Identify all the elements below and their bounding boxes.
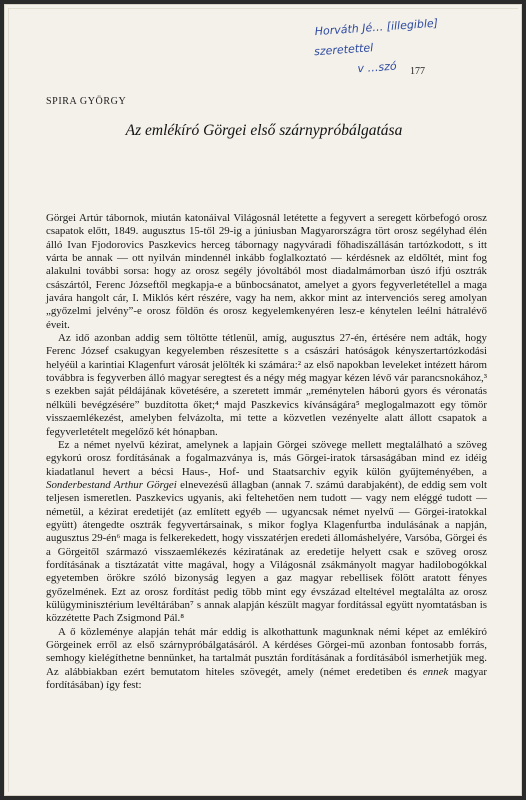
- body-paragraph: [46, 626, 487, 693]
- page-number: 177: [410, 66, 425, 77]
- body-paragraph: [46, 439, 487, 626]
- handwritten-dedication: [302, 9, 506, 83]
- text-run: A ő közleménye alapján tehát már eddig is alkothattunk magunknak némi képet az emlékíró Görgeinek erről az első szárnypróbálgatásáról. A kérdéses Görgei-mű azonban fontosabb forrás, semhogy kielégíthetne bennünket, ha tartalmát pusztán fordításának a fordításából ismerhetjük meg. Az alábbiakban ezért bemutatom hiteles szövegét, amely (német eredetiben és: [46, 625, 487, 678]
- text-run: elnevezésű állagban (annak 7. számú darabjaként), de eddig sem volt teljesen ismeretlen. Paszkevics ugyanis, aki feltehetően nem tudott — vagy nem eléggé tudott — németül, a kézirat eredetijét (az említett egyéb — ugyancsak német nyelvű — Görgei-iratokkal együtt) átengedte osztrák fegyvertársainak, s mikor foglya Klagenfurtba indulásának a napján, augusztus 29-én⁶ maga is felkerekedett, hogy visszatérjen eredeti állomáshelyére, Varsóba, Görgei és a Görgeitől származó visszaemlékezés kéziratának az eredetije helyett csak e szöveg orosz fordításának a tisztázatát vitte magával, hogy a Világosnál zsákmányolt magyar hadilobogókkal egyetemben örökre szóló bizonyság legyen a gaz magyar rebellisek fölött aratott fényes győzelmének. Ezt az orosz fordítást pedig több mint egy évszázad elteltével megtalálta az orosz külügyminisztérium levéltárában⁷ s annak alapján készült magyar fordítással együtt nyomtatásban is közzétette Pach Zsigmond Pál.⁸: [46, 478, 487, 625]
- italic-text-run: Sonderbestand Arthur Görgei: [46, 478, 177, 491]
- author-name: SPIRA GYÖRGY: [46, 96, 127, 107]
- italic-text-run: ennek: [422, 665, 449, 678]
- handwritten-line-1: Horváth Jé… [illegible]: [314, 16, 439, 39]
- document-page: [4, 4, 522, 796]
- text-run: Az idő azonban addig sem töltötte tétlenül, amíg, augusztus 27-én, értésére nem adták, hogy Ferenc József csakugyan kegyelemben részesítette s a császári hatóságok kényszertartózkodási helyéül a karintiai Klagenfurt városát jelölték ki számára:² az első napokban leveleket intézett három továbbra is fegyverben álló magyar seregtest és a négy még magyar kézen lévő vár parancsnokához,³ s ezekben saját példájának követésére, a szeretett immár „reménytelen háború gyors és véronatás nélküli bevégzésére” buzdította őket;⁴ majd Paszkevics kívánságára⁵ meglogalmazott egy tömör visszaemlékezést, amelyben felvázolta, mi tette a közvetlen vezényelte alatt állott csapatok a fegyverletételt megelőző két hónapban.: [46, 332, 487, 438]
- article-body: [46, 212, 487, 692]
- body-paragraph: [46, 212, 487, 332]
- text-run: Görgei Artúr tábornok, miután katonáival Világosnál letétette a fegyvert a seregett körbefogó orosz csapatok előtt, 1849. augusztus 15-től 29-ig a júniusban Magyarországra tört orosz segélyhad élén álló Ivan Fjodorovics Paszkevics herceg tábornagy nagyváradi főhadiszállásán tartózkodott, s itt várta be annak — ott nyilván mindennél inkább foglalkoztató — kérdésnek az eldőltét, mint fog alakulni további sorsa: hogy az orosz segély jóvoltából most diadalmámorban úszó ifjú osztrák császártól, Ferenc Józseftől megkapja-e a bűnbocsánatot, amelyet a gyors fegyverletétellel a maga javára hangolt cár, I. Miklós kért részére, vagy ha nem, akkor mint az intervenciós sereg amolyan „győzelmi jelvény”-e orosz földön és orosz kegyelemkenyéren lesz-e kénytelen leélni hátralévő éveit.: [46, 212, 487, 331]
- body-paragraph: [46, 332, 487, 439]
- article-title: Az emlékíró Görgei első szárnypróbálgatása: [125, 122, 403, 139]
- handwritten-line-2: szeretettel: [313, 41, 374, 59]
- text-run: Ez a német nyelvű kézirat, amelynek a lapjain Görgei szövege mellett megtalálható a szöveg egykorú orosz fordításának a fogalmazványa is, más Görgei-iratok társaságában mind ez idéig kiadatlanul hevert a bécsi Haus-, Hof- und Staatsarchiv egyik külön gyűjteményében, a: [46, 438, 487, 478]
- handwritten-line-3: v …szó: [357, 59, 398, 76]
- text-run: magyar fordításában) így fest:: [46, 665, 487, 692]
